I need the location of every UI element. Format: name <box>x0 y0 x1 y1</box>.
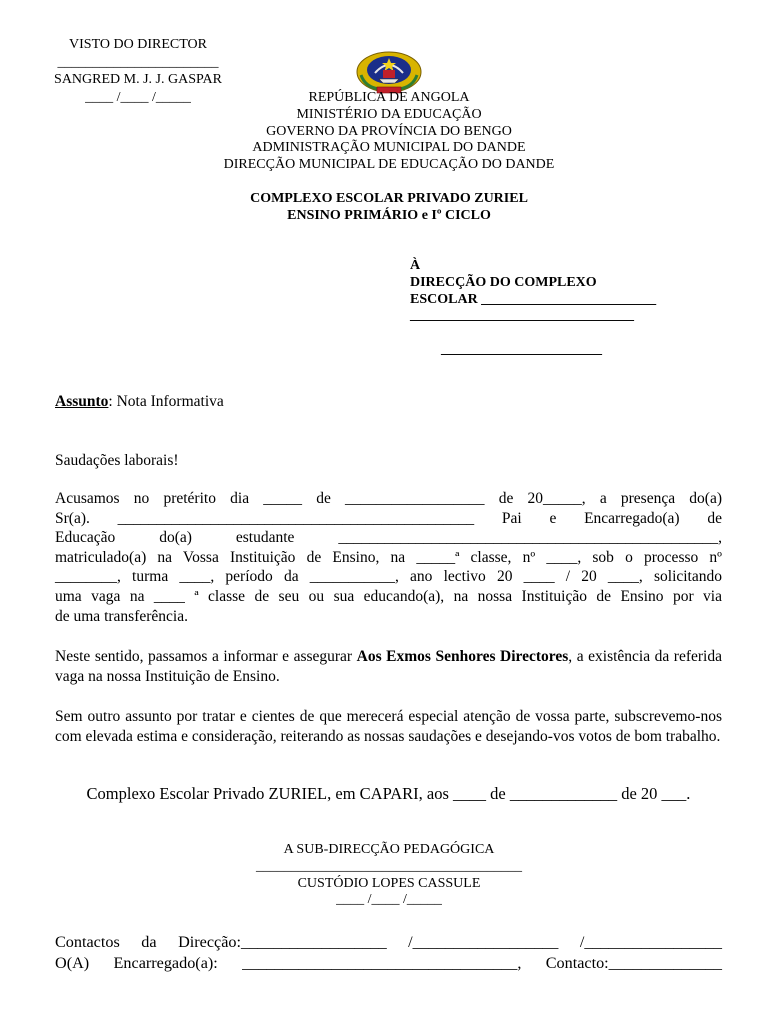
visto-title: VISTO DO DIRECTOR <box>69 37 207 52</box>
angola-coat-of-arms-icon <box>355 49 423 95</box>
subject-label: Assunto <box>55 393 109 410</box>
header-line: ADMINISTRAÇÃO MUNICIPAL DO DANDE <box>252 140 526 156</box>
paragraph-line: matriculado(a) na Vossa Instituição de Ensino, na _____ª classe, nº ____, sob o processo nº <box>55 548 722 566</box>
header-line: DIRECÇÃO MUNICIPAL DE EDUCAÇÃO DO DANDE <box>223 157 555 173</box>
contacts-block <box>55 932 722 973</box>
signature-line: ______________________________________ <box>256 858 522 874</box>
paragraph2-after: , a existência da referida vaga na nossa Instituição de Ensino. <box>55 648 722 685</box>
addressee-line: DIRECÇÃO DO COMPLEXO <box>410 274 597 290</box>
paragraph-line: Sr(a). ______________________________________________ Pai e Encarregado(a) de <box>55 509 722 527</box>
header-line: REPÚBLICA DE ANGOLA <box>308 90 470 105</box>
subject-text: : Nota Informativa <box>108 393 224 410</box>
addressee-block <box>410 258 656 325</box>
paragraph-line: uma vaga na ____ ª classe de seu ou sua educando(a), na nossa Instituição de Ensino por via <box>55 587 722 605</box>
addressee-line: À <box>410 258 421 273</box>
addressee-extra-line: _______________________ <box>441 342 602 357</box>
addressee-line: ________________________________ <box>410 308 634 324</box>
paragraph-line: Educação do(a) estudante _________________________________________________, <box>55 529 722 547</box>
place-date-line: Complexo Escolar Privado ZURIEL, em CAPARI, aos ____ de _____________ de 20 ___. <box>86 784 691 803</box>
visto-director-name: SANGRED M. J. J. GASPAR <box>54 72 222 87</box>
signature-date-line: ____ /____ /_____ <box>336 892 442 908</box>
contacts-guardian-line: O(A) Encarregado(a): __________________________________, Contacto:______________ <box>55 953 722 972</box>
contacts-direction-line: Contactos da Direcção:__________________ /__________________ /_________________ <box>55 933 722 951</box>
greeting: Saudações laborais! <box>55 452 179 469</box>
school-name: COMPLEXO ESCOLAR PRIVADO ZURIEL <box>250 191 528 206</box>
addressee-line: ESCOLAR _________________________ <box>410 291 657 307</box>
visto-signature-line: _______________________ <box>57 54 219 70</box>
school-header <box>189 191 589 224</box>
school-level: ENSINO PRIMÁRIO e Iº CICLO <box>287 207 491 223</box>
signature-block <box>189 842 589 909</box>
paragraph-notice <box>55 489 722 626</box>
paragraph-line: de uma transferência. <box>55 607 188 625</box>
signature-title: A SUB-DIRECÇÃO PEDAGÓGICA <box>283 842 495 857</box>
subject-line <box>55 393 224 411</box>
header-line: GOVERNO DA PROVÍNCIA DO BENGO <box>266 123 512 139</box>
government-header <box>189 90 589 174</box>
signature-name: CUSTÓDIO LOPES CASSULE <box>297 875 481 891</box>
paragraph-line: Acusamos no pretérito dia _____ de __________________ de 20_____, a presença do(a) <box>55 490 722 507</box>
paragraph2-bold: Aos Exmos Senhores Directores <box>356 648 569 665</box>
visto-date-line: ____ /____ /_____ <box>85 89 191 105</box>
paragraph-assurance <box>55 647 722 686</box>
paragraph-closing: Sem outro assunto por tratar e cientes de que merecerá especial atenção de vossa parte, subscrevemo-nos com elevada estima e consideração, reiterando as nossas saudações e desejando-vos votos de bom trabalho. <box>55 708 722 745</box>
paragraph-line: ________, turma ____, período da ___________, ano lectivo 20 ____ / 20 ____, solicitando <box>55 568 722 586</box>
header-line: MINISTÉRIO DA EDUCAÇÃO <box>296 106 482 122</box>
paragraph2-before: Neste sentido, passamos a informar e assegurar <box>55 648 357 665</box>
